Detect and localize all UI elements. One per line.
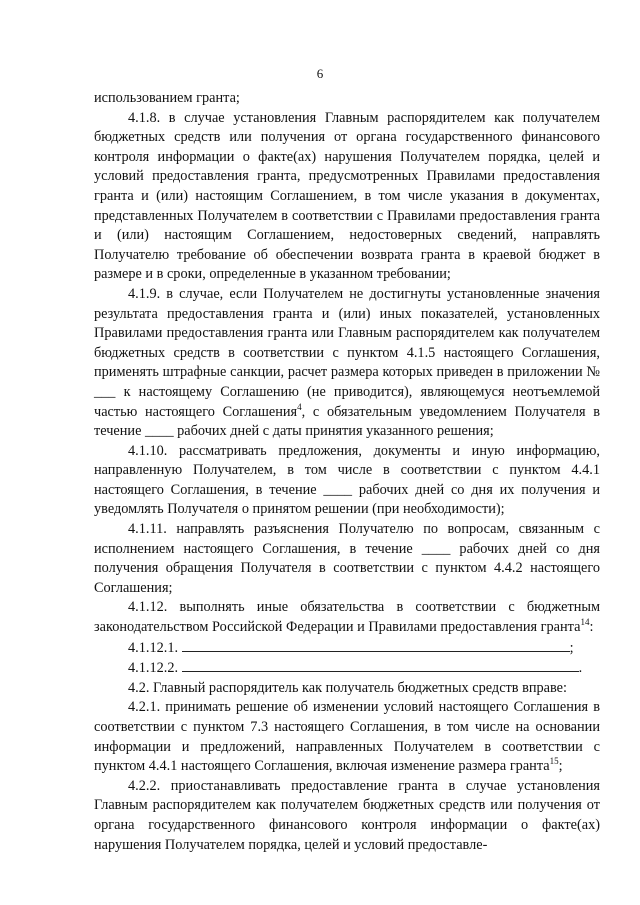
- footnote-ref-4[interactable]: 4: [297, 401, 302, 412]
- document-body: [94, 89, 600, 855]
- paragraph-4-2: 4.2. Главный распорядитель как получатель бюджетных средств вправе:: [128, 679, 568, 696]
- paragraph-4-1-8: 4.1.8. в случае установления Главным распорядителем как получателем бюджетных средств или получения от органа государственного финансового контроля информации о факте(ах) нарушения Получателем порядка, целей и условий предоставления гранта, предусмотренных Правилами предоставления гранта и (или) настоящим Соглашением, в том числе указания в документах, представленных Получателем в соответствии с Правилами предоставления гранта и (или) настоящим Соглашением, недостоверных сведений, направлять Получателю требование об обеспечении возврата гранта в краевой бюджет в размере и в сроки, определенные в указанном требовании;: [94, 109, 600, 283]
- paragraph-4-1-10: 4.1.10. рассматривать предложения, документы и иную информацию, направленную Получателем, в том числе в соответствии с пунктом 4.4.1 настоящего Соглашения, в течение ____ рабочих дней со дня их получения и уведомлять Получателя о принятом решении (при необходимости);: [94, 442, 600, 518]
- footnote-ref-15[interactable]: 15: [549, 756, 559, 767]
- paragraph-4-2-1: 4.2.1. принимать решение об изменении условий настоящего Соглашения в соответствии с пунктом 7.3 настоящего Соглашения, в том числе на основании информации и предложений, направленных Получателем в соответствии с пунктом 4.4.1 настоящего Соглашения, включая изменение размера гранта$^{15}$;: [94, 699, 600, 775]
- paragraph-4-1-12-1: 4.1.12.1. ;: [128, 639, 574, 656]
- page-number: 6: [316, 66, 324, 81]
- paragraph-4-1-11: 4.1.11. направлять разъяснения Получателю по вопросам, связанным с исполнением настоящего Соглашения, в течение ____ рабочих дней со дня получения обращения Получателя в соответствии с пунктом 4.4.2 настоящего Соглашения;: [94, 521, 600, 596]
- footnote-ref-14[interactable]: 14: [580, 617, 590, 628]
- paragraph-4-1-9: 4.1.9. в случае, если Получателем не достигнуты установленные значения результата предоставления гранта и (или) иных показателей, установленных Правилами предоставления гранта или Главным распорядителем как получателем бюджетных средств в соответствии с пунктом 4.1.5 настоящего Соглашения, применять штрафные санкции, расчет размера которых приведен в приложении № ___ к настоящему Соглашению (не приводится), являющемуся неотъемлемой частью настоящего Соглашения$^4$, с обязательным уведомлением Получателя в течение ____ рабочих дней с даты принятия указанного решения;: [94, 285, 600, 440]
- paragraph-4-2-2: 4.2.2. приостанавливать предоставление гранта в случае установления Главным распорядителем как получателем бюджетных средств или получения от органа государственного финансового контроля информации о факте(ах) нарушения Получателем порядка, целей и условий предоставле-: [94, 777, 600, 853]
- paragraph-continuation: использованием гранта;: [94, 90, 240, 106]
- fill-in-blank: [182, 658, 579, 672]
- paragraph-4-1-12: 4.1.12. выполнять иные обязательства в соответствии с бюджетным законодательством Российской Федерации и Правилами предоставления гранта$^{14}$:: [94, 599, 600, 636]
- paragraph-4-1-12-2: 4.1.12.2. .: [128, 660, 583, 677]
- fill-in-blank: [182, 638, 570, 652]
